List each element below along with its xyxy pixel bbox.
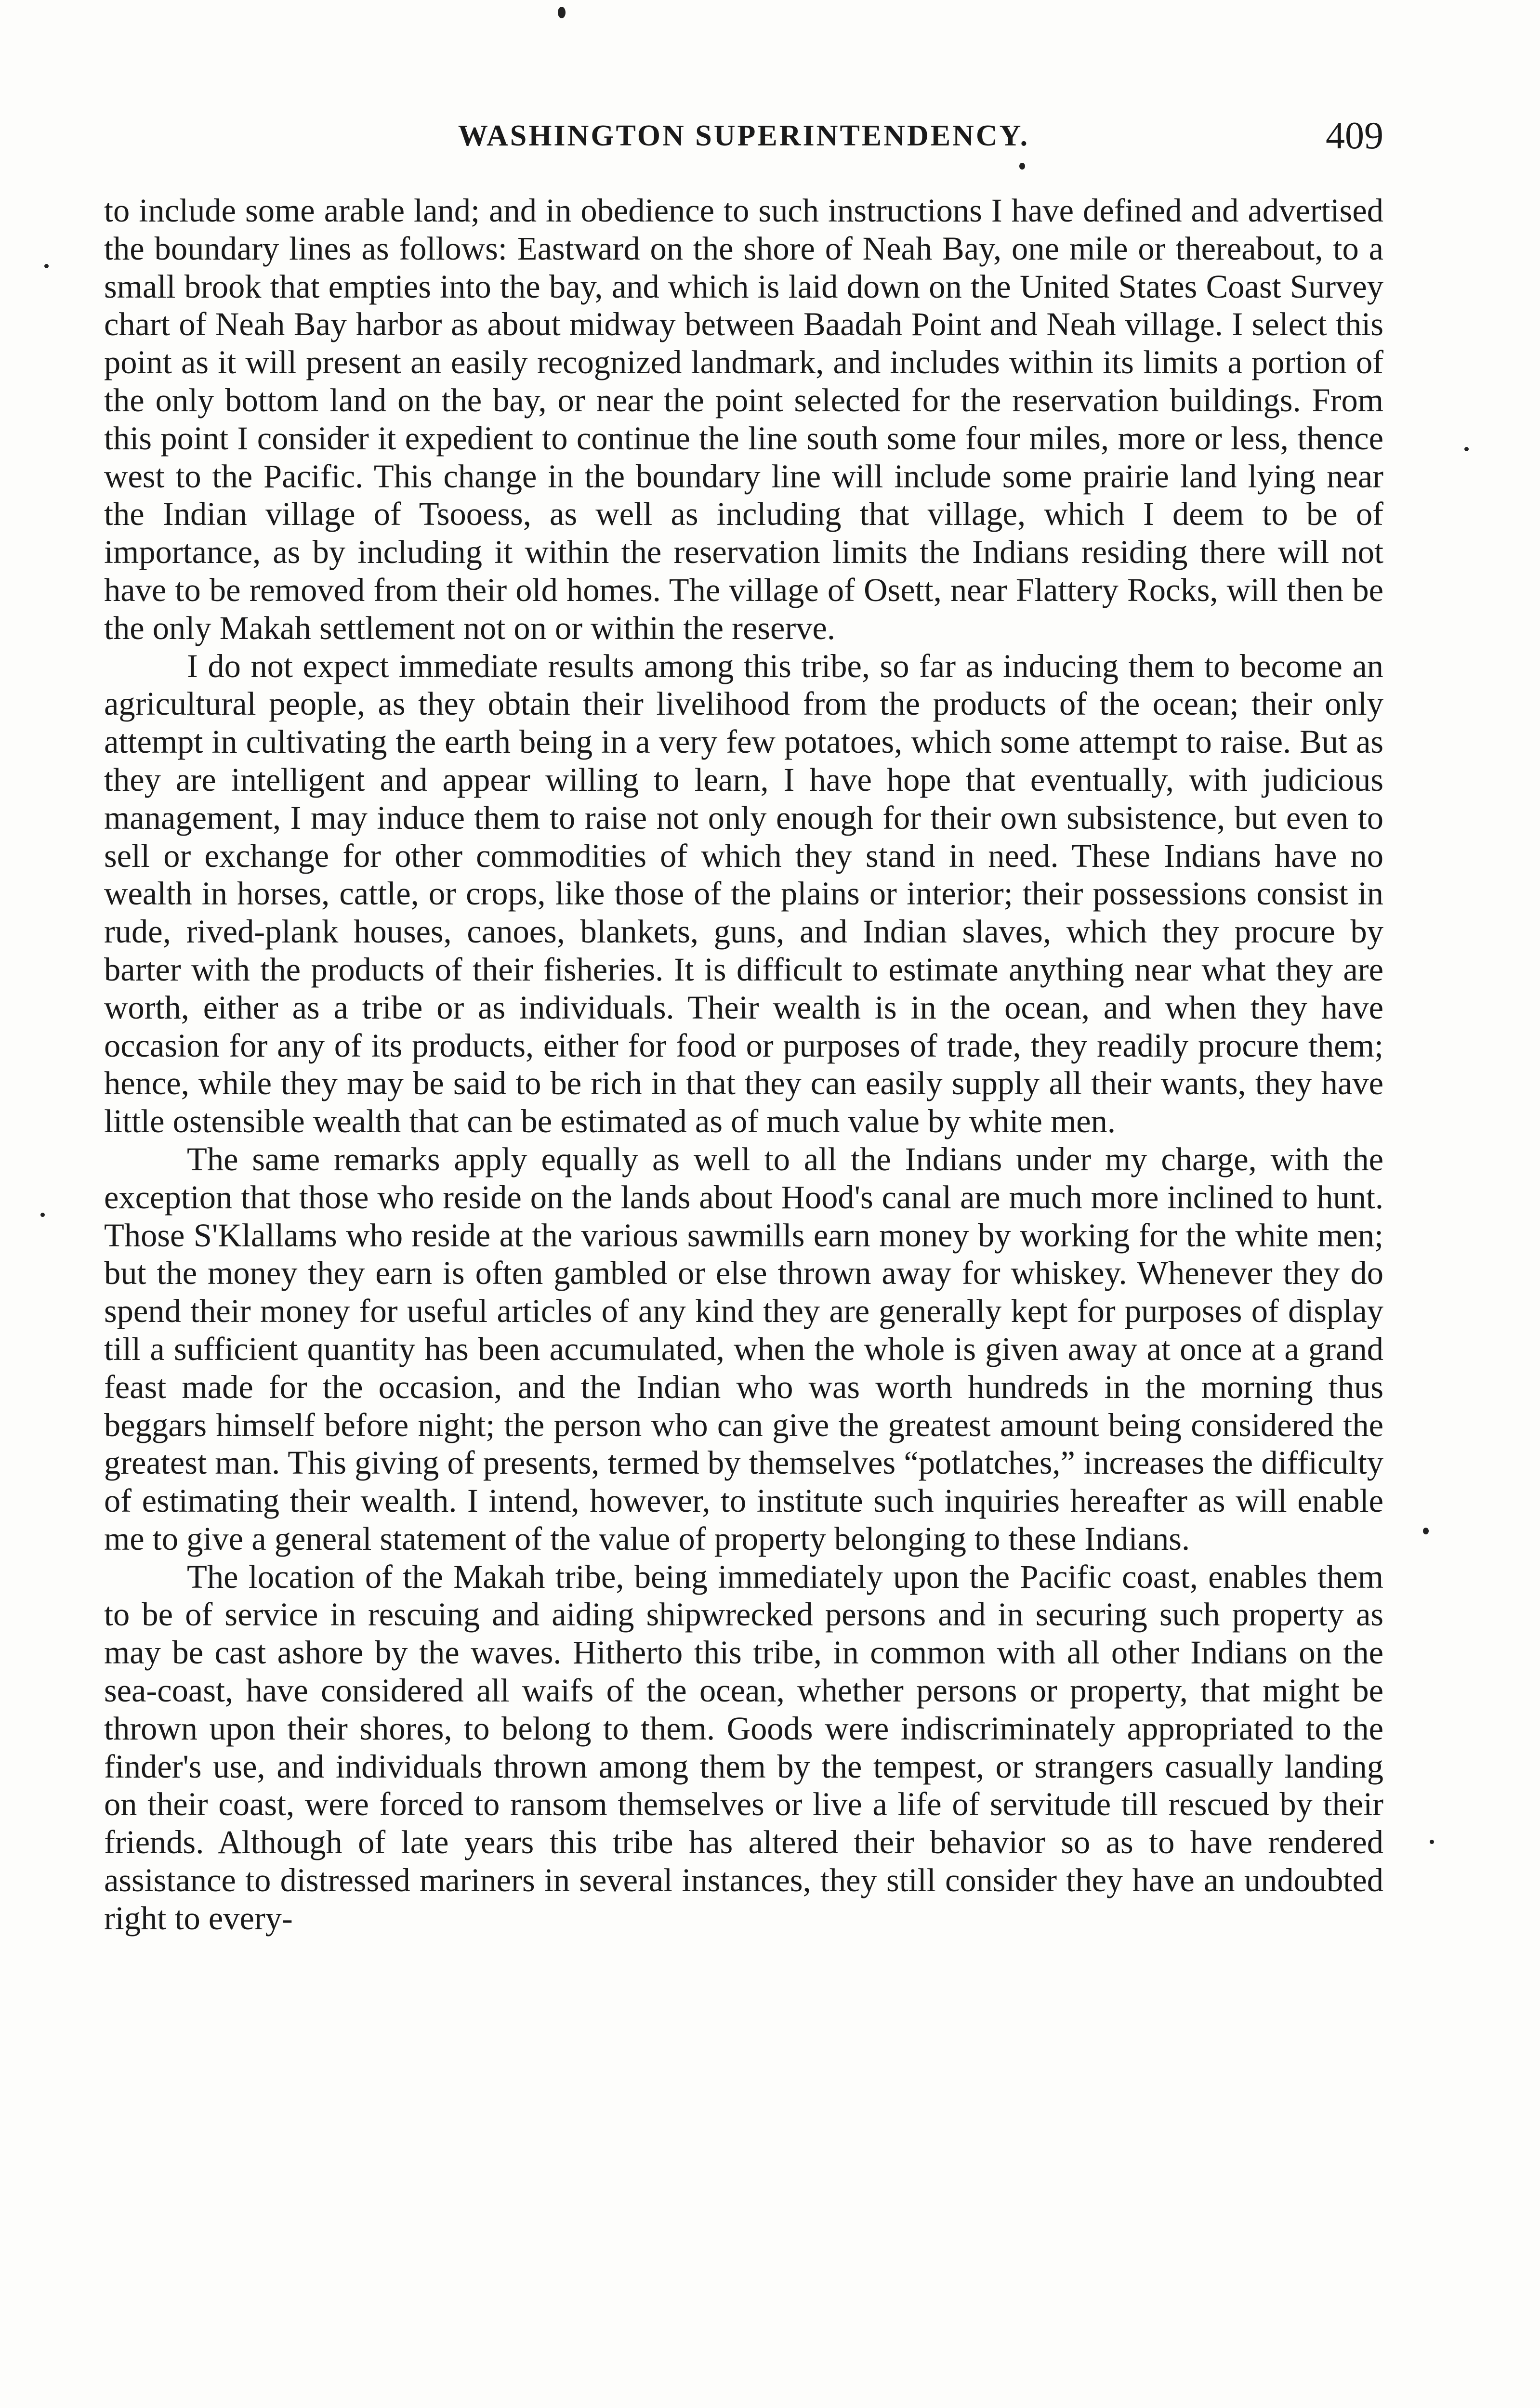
page-number: 409 [1326, 115, 1383, 157]
running-title: WASHINGTON SUPERINTENDENCY. [458, 119, 1030, 152]
ink-speck [1430, 1840, 1434, 1844]
paragraph: The same remarks apply equally as well to all the Indians under my charge, with the exception that those who reside on the lands about Hood's canal are much more inclined to hunt. Those S'Klallams who reside at the various sawmills earn money by working for the white men; but the money they earn is often gambled or else thrown away for whiskey. Whenever they do spend their money for useful articles of any kind they are generally kept for purposes of display till a sufficient quantity has been accumulated, when the whole is given away at once at a grand feast made for the occasion, and the Indian who was worth hundreds in the morning thus beggars himself before night; the person who can give the greatest amount being considered the greatest man. This giving of presents, termed by themselves “potlatches,” increases the difficulty of estimating their wealth. I intend, however, to institute such inquiries hereafter as will enable me to give a general statement of the value of property belonging to these Indians. [104, 1140, 1383, 1557]
ink-speck [40, 1213, 45, 1217]
paragraph: The location of the Makah tribe, being immediately upon the Pacific coast, enables them to be of service in rescuing and aiding shipwrecked persons and in securing such property as may be cast ashore by the waves. Hitherto this tribe, in common with all other Indians on the sea-coast, have considered all waifs of the ocean, whether persons or property, that might be thrown upon their shores, to belong to them. Goods were indiscriminately appropriated to the finder's use, and individuals thrown among them by the tempest, or strangers casually landing on their coast, were forced to ransom themselves or live a life of servitude till rescued by their friends. Although of late years this tribe has altered their behavior so as to have rendered assistance to distressed mariners in several instances, they still consider they have an undoubted right to every- [104, 1558, 1383, 1937]
ink-speck [1019, 163, 1025, 170]
ink-speck [558, 7, 566, 18]
running-head [104, 112, 1383, 160]
paragraph: I do not expect immediate results among this tribe, so far as inducing them to become an agricultural people, as they obtain their livelihood from the products of the ocean; their only attempt in cultivating the earth being in a very few potatoes, which some attempt to raise. But as they are intelligent and appear willing to learn, I have hope that eventually, with judicious management, I may induce them to raise not only enough for their own subsistence, but even to sell or exchange for other commodities of which they stand in need. These Indians have no wealth in horses, cattle, or crops, like those of the plains or interior; their possessions consist in rude, rived-plank houses, canoes, blankets, guns, and Indian slaves, which they procure by barter with the products of their fisheries. It is difficult to estimate anything near what they are worth, either as a tribe or as individuals. Their wealth is in the ocean, and when they have occasion for any of its products, either for food or purposes of trade, they readily procure them; hence, while they may be said to be rich in that they can easily supply all their wants, they have little ostensible wealth that can be estimated as of much value by white men. [104, 647, 1383, 1140]
ink-speck [1464, 447, 1469, 451]
paragraph: to include some arable land; and in obedience to such instructions I have defined and advertised the boundary lines as follows: Eastward on the shore of Neah Bay, one mile or thereabout, to a small brook that empties into the bay, and which is laid down on the United States Coast Survey chart of Neah Bay harbor as about midway between Baadah Point and Neah village. I select this point as it will present an easily recognized landmark, and includes within its limits a portion of the only bottom land on the bay, or near the point selected for the reservation buildings. From this point I consider it expedient to continue the line south some four miles, more or less, thence west to the Pacific. This change in the boundary line will include some prairie land lying near the Indian village of Tsooess, as well as including that village, which I deem to be of importance, as by including it within the reservation limits the Indians residing there will not have to be removed from their old homes. The village of Osett, near Flattery Rocks, will then be the only Makah settlement not on or within the reserve. [104, 192, 1383, 646]
body-text [104, 192, 1383, 1937]
ink-speck [44, 264, 49, 268]
ink-speck [1423, 1528, 1429, 1534]
